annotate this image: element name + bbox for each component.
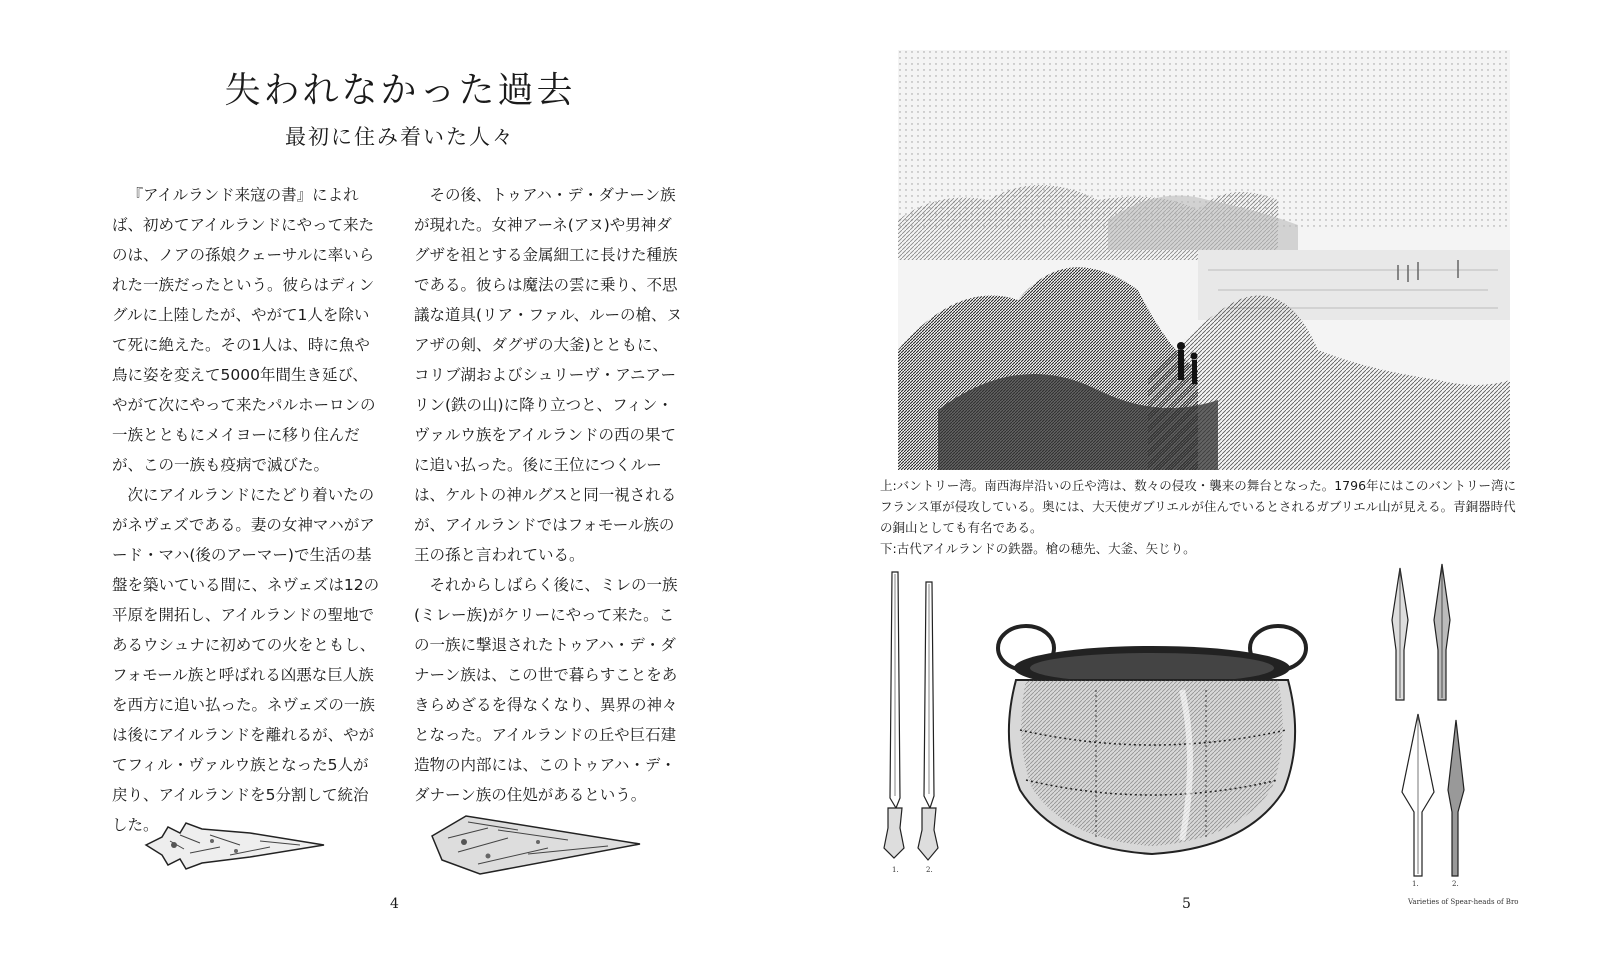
illustration-caption — [880, 475, 1520, 559]
right-page — [800, 0, 1600, 960]
sword-fig-1: 1. — [892, 866, 899, 874]
paragraph: その後、トゥアハ・デ・ダナーン族が現れた。女神アーネ(アヌ)や男神ダグザを祖とする金属細工に長けた種族である。彼らは魔法の雲に乗り、不思議な道具(リア・ファル、ルーの槍、ヌアザの剣、ダグザの大釜)とともに、コリブ湖およびシュリーヴ・アニアーリン(鉄の山)に降り立つと、フィン・ヴァルウ族をアイルランドの西の果てに追い払った。後に王位につくルーは、ケルトの神ルグスと同一視されるが、アイルランドではフォモール族の王の孫と言われている。 — [414, 186, 682, 564]
bantry-bay-engraving — [898, 50, 1510, 470]
paragraph: それからしばらく後に、ミレの一族(ミレー族)がケリーにやって来た。この一族に撃退されたトゥアハ・デ・ダナーン族は、この世で暮らすことをあきらめざるを得なくなり、異界の神々となった。アイルランドの丘や巨石建造物の内部には、このトゥアハ・デ・ダナーン族の住処があるという。 — [414, 576, 678, 804]
bronze-cauldron-illustration — [986, 620, 1318, 870]
flint-blade-illustration — [428, 808, 648, 880]
caption-bottom: 下:古代アイルランドの鉄器。槍の穂先、大釜、矢じり。 — [880, 541, 1196, 556]
paragraph: 『アイルランド来寇の書』によれば、初めてアイルランドにやって来たのは、ノアの孫娘クェーサルに率いられた一族だったという。彼らはディングルに上陸したが、やがて1人を除いて死に絶えた。その1人は、時に魚や鳥に姿を変えて5000年間生き延び、やがて次にやって来たパルホーロンの一族とともにメイヨーに移り住んだが、この一族も疫病で滅びた。 — [112, 186, 376, 474]
spear-fig-2: 2. — [1452, 880, 1459, 888]
page-subtitle: 最初に住み着いた人々 — [285, 125, 515, 149]
sword-fig-2: 2. — [926, 866, 933, 874]
spear-fig-1: 1. — [1412, 880, 1419, 888]
page-title: 失われなかった過去 — [224, 70, 576, 111]
flint-arrowhead-illustration — [140, 815, 330, 875]
plate-label: Varieties of Spear-heads of Bro — [1408, 898, 1519, 906]
page-number: 5 — [1182, 896, 1191, 912]
text-column-1 — [112, 180, 380, 840]
caption-top: 上:バントリー湾。南西海岸沿いの丘や湾は、数々の侵攻・襲来の舞台となった。1796年にはこのバントリー湾にフランス軍が侵攻している。奥には、大天使ガブリエルが住んでいるとされるガブリエル山が見える。青銅器時代の銅山としても有名である。 — [880, 478, 1517, 535]
page-number: 4 — [390, 896, 399, 912]
text-column-2 — [414, 180, 682, 810]
bronze-swords-illustration — [872, 568, 962, 888]
spearheads-illustration — [1382, 560, 1492, 900]
paragraph: 次にアイルランドにたどり着いたのがネヴェズである。妻の女神マハがアード・マハ(後のアーマー)で生活の基盤を築いている間に、ネヴェズは12の平原を開拓し、アイルランドの聖地であるウシュナに初めての火をともし、フォモール族と呼ばれる凶悪な巨人族を西方に追い払った。ネヴェズの一族は後にアイルランドを離れるが、やがてフィル・ヴァルウ族となった5人が戻り、アイルランドを5分割して統治した。 — [112, 486, 380, 834]
